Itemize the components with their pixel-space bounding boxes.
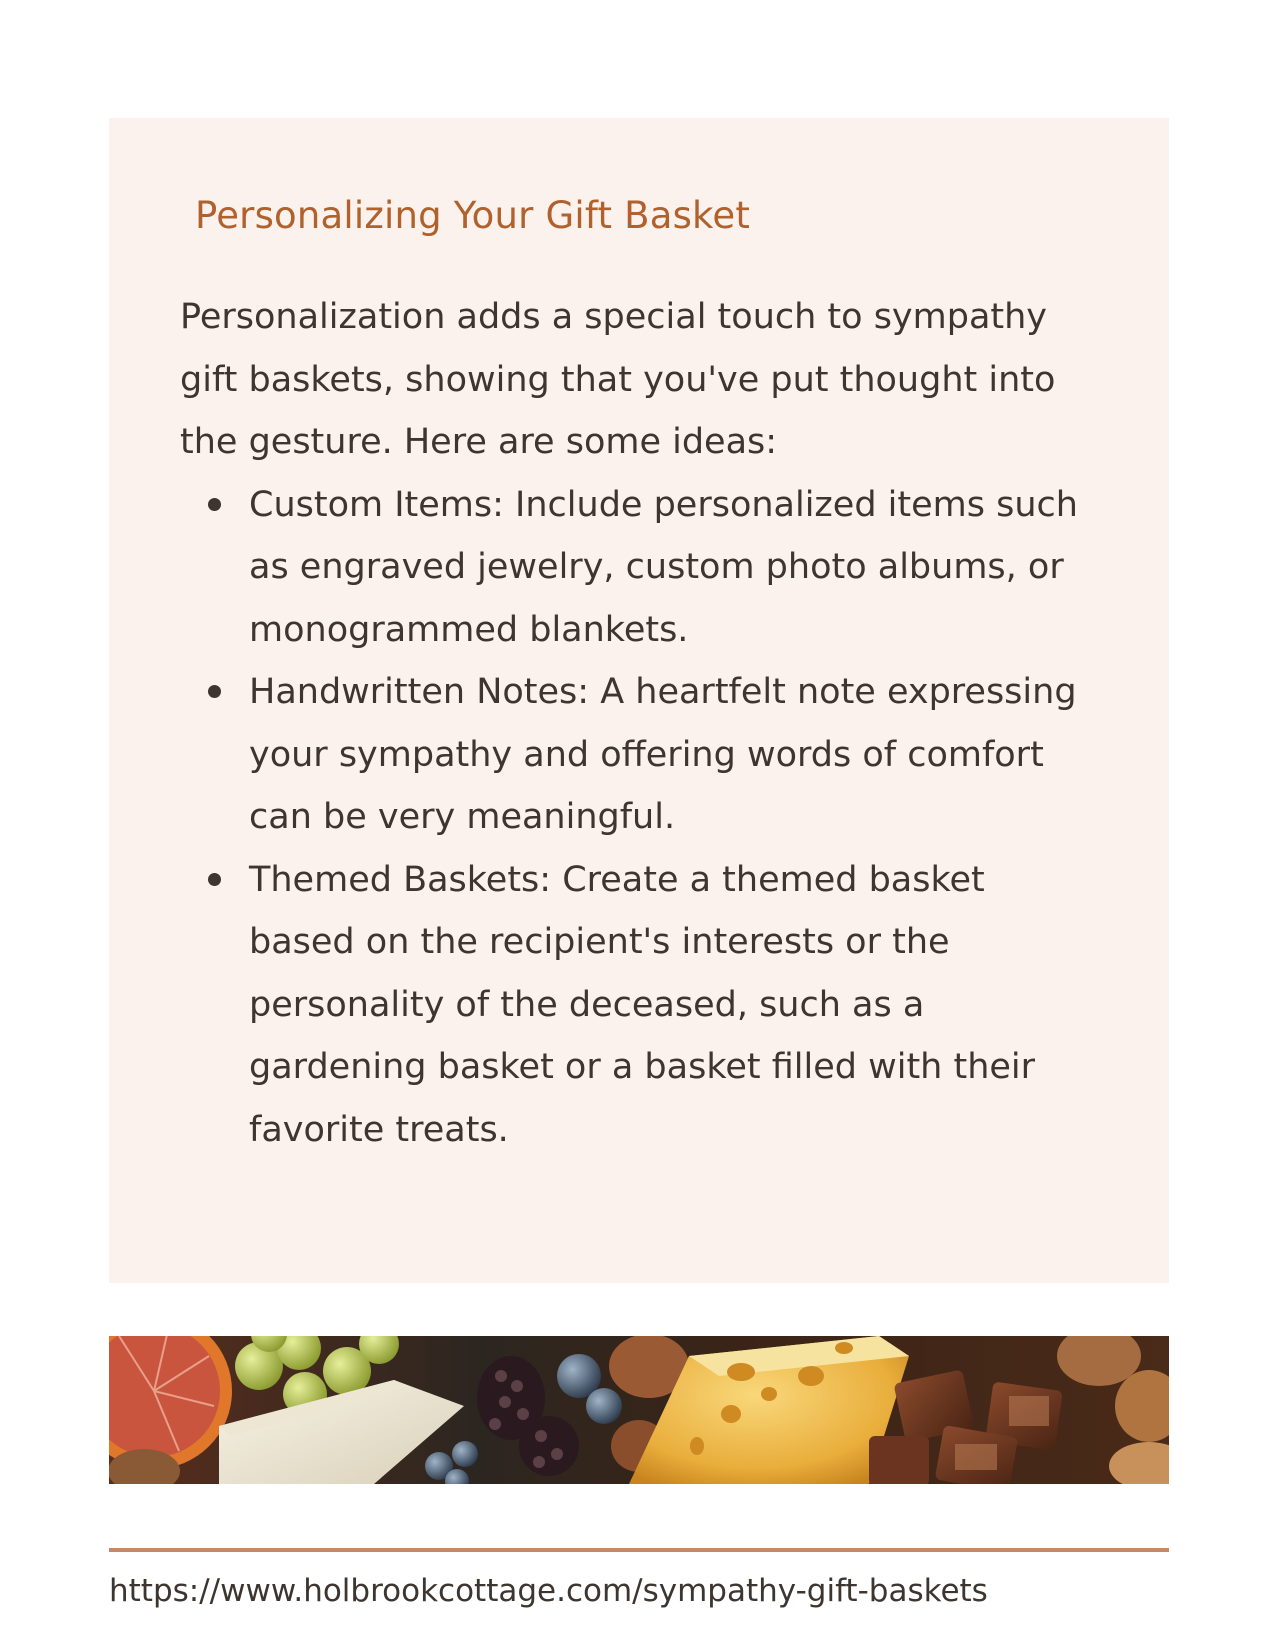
bullet-icon xyxy=(208,685,221,698)
list-item xyxy=(180,661,1100,849)
list-item-text: Themed Baskets: Create a themed basket based on the recipient's interests or the personality of the deceased, such as a gardening basket or a basket filled with their favorite treats. xyxy=(249,859,1036,1150)
list-item xyxy=(180,474,1100,662)
content-card xyxy=(109,118,1169,1283)
bullet-icon xyxy=(208,873,221,886)
food-banner-image xyxy=(109,1336,1169,1484)
section-body xyxy=(180,286,1100,1161)
list-item xyxy=(180,849,1100,1162)
list-item-text: Custom Items: Include personalized items such as engraved jewelry, custom photo albums, or monogrammed blankets. xyxy=(249,484,1078,650)
ideas-list xyxy=(180,474,1100,1162)
section-heading: Personalizing Your Gift Basket xyxy=(195,194,751,237)
intro-paragraph: Personalization adds a special touch to sympathy gift baskets, showing that you've put thought into the gesture. Here are some ideas: xyxy=(180,297,1056,462)
bullet-icon xyxy=(208,498,221,511)
source-url-link[interactable]: https://www.holbrookcottage.com/sympathy-gift-baskets xyxy=(109,1573,988,1609)
footer-divider xyxy=(109,1548,1169,1552)
list-item-text: Handwritten Notes: A heartfelt note expressing your sympathy and offering words of comfort can be very meaningful. xyxy=(249,672,1077,837)
